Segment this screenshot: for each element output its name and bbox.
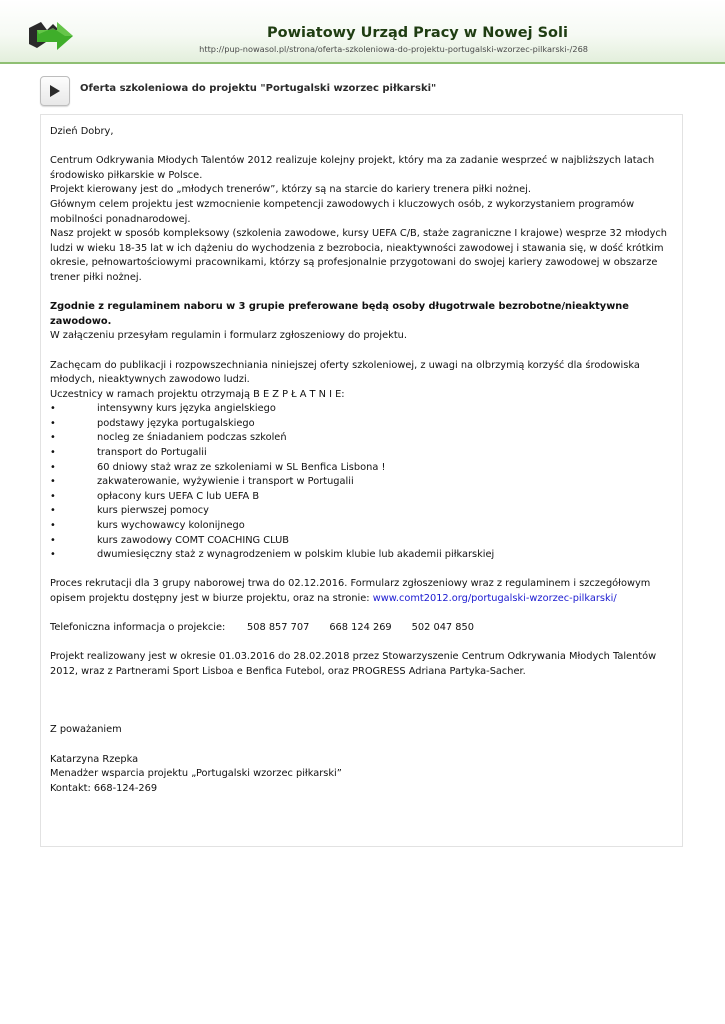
bullet-icon: • — [50, 520, 56, 532]
topic-title: Oferta szkoleniowa do projektu "Portugalski wzorzec piłkarski" — [80, 83, 437, 94]
signature-role: Menadżer wsparcia projektu „Portugalski wzorzec piłkarski” — [50, 768, 342, 780]
project-website-link[interactable]: www.comt2012.org/portugalski-wzorzec-pilkarski/ — [372, 593, 617, 604]
encourage-line: Uczestnicy w ramach projektu otrzymają B E Z P Ł A T N I E: — [50, 388, 345, 400]
preference-notice: Zgodnie z regulaminem naboru w 3 grupie preferowane będą osoby długotrwale bezrobotne/nieaktywne — [50, 301, 629, 313]
intro-line: mobilności ponadnarodowej. — [50, 213, 191, 225]
benefit-item — [50, 490, 675, 505]
bullet-icon: • — [50, 403, 56, 415]
recruitment-text: opisem projektu dostępny jest w biurze projektu, oraz na stronie: — [50, 593, 373, 604]
benefit-text: kurs zawodowy COMT COACHING CLUB — [97, 534, 289, 546]
phone-info — [50, 621, 675, 636]
site-header — [0, 0, 725, 64]
play-arrow-icon — [49, 84, 61, 98]
pup-logo-icon — [27, 18, 75, 54]
bullet-icon: • — [50, 490, 56, 502]
benefit-text: 60 dniowy staż wraz ze szkoleniami w SL Benfica Lisbona ! — [97, 461, 386, 473]
article-body — [50, 125, 675, 796]
phone-number: 508 857 707 — [247, 622, 310, 634]
benefit-item — [50, 504, 675, 519]
intro-line: Nasz projekt w sposób kompleksowy (szkolenia zawodowe, kursy UEFA C/B, staże zagraniczne I krajowe) wesprze 32 młodych — [50, 228, 667, 240]
benefit-text: transport do Portugalii — [97, 447, 207, 459]
benefit-item — [50, 461, 675, 476]
phone-number: 668 124 269 — [329, 622, 392, 634]
greeting: Dzień Dobry, — [50, 126, 114, 137]
phone-number: 502 047 850 — [411, 622, 474, 634]
intro-line: środowisko piłkarskie w Polsce. — [50, 169, 203, 181]
intro-line: Głównym celem projektu jest wzmocnienie kompetencji zawodowych i kluczowych osób, z wykorzystaniem programów — [50, 198, 635, 210]
intro-line: ludzi w wieku 18-35 lat w ich dążeniu do wychodzenia z bezrobocia, nieaktywności zawodowej i stawania się, w dość krótkim — [50, 242, 664, 254]
benefit-item — [50, 534, 675, 549]
article-box — [40, 114, 683, 847]
benefit-text: intensywny kurs języka angielskiego — [97, 403, 276, 415]
intro-line: okresie, pełnowartościowymi pracownikami, którzy są profesjonalnie przygotowani do swojej kariery zawodowej w obszarze — [50, 257, 658, 269]
project-period-line: Projekt realizowany jest w okresie 01.03.2016 do 28.02.2018 przez Stowarzyszenie Centrum Odkrywania Młodych Talentów — [50, 651, 657, 663]
page-url[interactable]: http://pup-nowasol.pl/strona/oferta-szkoleniowa-do-projektu-portugalski-wzorzec-pilkarski-/268 — [199, 44, 588, 54]
bullet-icon: • — [50, 549, 56, 561]
encourage-line: Zachęcam do publikacji i rozpowszechniania niniejszej oferty szkoleniowej, z uwagi na olbrzymią korzyść dla środowiska — [50, 359, 640, 371]
preference-notice: zawodowo. — [50, 315, 112, 327]
benefit-text: opłacony kurs UEFA C lub UEFA B — [97, 490, 260, 502]
benefit-text: zakwaterowanie, wyżywienie i transport w Portugalii — [97, 476, 354, 488]
bullet-icon: • — [50, 476, 56, 488]
benefit-item — [50, 475, 675, 490]
bullet-icon: • — [50, 534, 56, 546]
attachment-note: W załączeniu przesyłam regulamin i formularz zgłoszeniowy do projektu. — [50, 330, 407, 342]
intro-line: Centrum Odkrywania Młodych Talentów 2012 realizuje kolejny projekt, który ma za zadanie wesprzeć w najbliższych latach — [50, 155, 655, 167]
benefit-text: kurs pierwszej pomocy — [97, 505, 209, 517]
benefit-item — [50, 519, 675, 534]
project-period-line: 2012, wraz z Partnerami Sport Lisboa e Benfica Futebol, oraz PROGRESS Adriana Partyka-Sacher. — [50, 665, 526, 677]
closing: Z poważaniem — [50, 724, 122, 736]
intro-line: trener piłki nożnej. — [50, 271, 142, 283]
benefit-item — [50, 446, 675, 461]
benefit-text: podstawy języka portugalskiego — [97, 417, 255, 429]
signature-name: Katarzyna Rzepka — [50, 753, 139, 765]
bullet-icon: • — [50, 417, 56, 429]
benefit-item — [50, 402, 675, 417]
recruitment-line: Proces rekrutacji dla 3 grupy naborowej trwa do 02.12.2016. Formularz zgłoszeniowy wraz z regulaminem i szczegółowym — [50, 578, 651, 590]
intro-line: Projekt kierowany jest do „młodych trenerów”, którzy są na starcie do kariery trenera piłki nożnej. — [50, 184, 531, 196]
play-arrow-button[interactable] — [40, 76, 70, 106]
site-title: Powiatowy Urząd Pracy w Nowej Soli — [267, 25, 568, 41]
bullet-icon: • — [50, 447, 56, 459]
benefit-item — [50, 431, 675, 446]
bullet-icon: • — [50, 461, 56, 473]
bullet-icon: • — [50, 505, 56, 517]
benefit-text: nocleg ze śniadaniem podczas szkoleń — [97, 432, 287, 444]
topic-bar — [40, 76, 685, 108]
benefit-item — [50, 548, 675, 563]
encourage-line: młodych, nieaktywnych zawodowo ludzi. — [50, 374, 250, 386]
recruitment-line — [50, 592, 675, 607]
phone-label: Telefoniczna informacja o projekcie: — [50, 622, 226, 634]
benefit-text: dwumiesięczny staż z wynagrodzeniem w polskim klubie lub akademii piłkarskiej — [97, 549, 495, 561]
bullet-icon: • — [50, 432, 56, 444]
benefit-text: kurs wychowawcy kolonijnego — [97, 520, 245, 532]
benefit-item — [50, 417, 675, 432]
signature-contact: Kontakt: 668-124-269 — [50, 782, 158, 794]
